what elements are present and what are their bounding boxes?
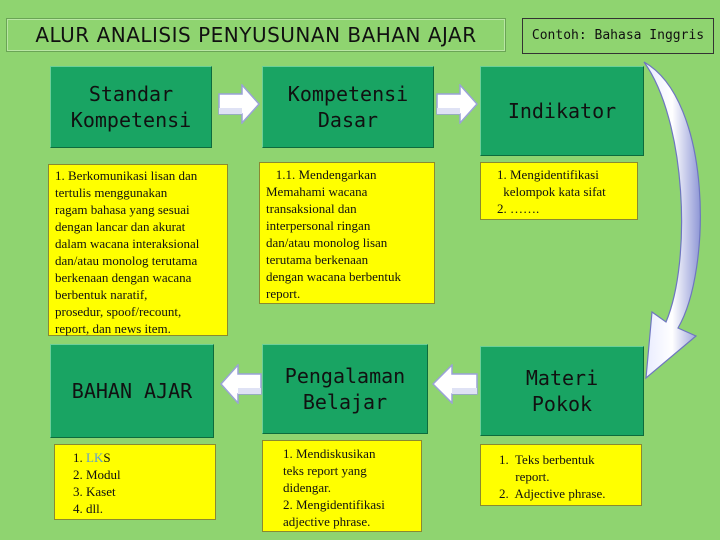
arrow-left-icon [220, 364, 262, 404]
kd-line-6: terutama berkenaan [266, 252, 369, 267]
sk-line-7: berkenaan dengan wacana [55, 270, 192, 285]
bahan-ajar-item1-highlight: LK [86, 450, 104, 465]
sk-line-3: ragam bahasa yang sesuai [55, 202, 190, 217]
bahan-ajar-heading: BAHAN AJAR [71, 379, 193, 403]
kd-content-box [259, 162, 435, 304]
kd-line-3: transaksional dan [266, 201, 357, 216]
kd-line-7: dengan wacana berbentuk [266, 269, 401, 284]
example-label: Contoh: Bahasa Inggris [522, 18, 714, 54]
bahan-ajar-heading-box [50, 344, 214, 438]
arrow-right-icon [218, 84, 260, 124]
pengalaman-line-3: didengar. [283, 480, 332, 495]
kd-line-5: dan/atau monolog lisan [266, 235, 388, 250]
indikator-line-1: 1. Mengidentifikasi [497, 167, 599, 182]
pengalaman-heading-line-1: Pengalaman [284, 364, 406, 388]
sk-heading-box [50, 66, 212, 148]
bahan-ajar-line-4: 4. dll. [73, 501, 103, 516]
sk-line-4: dengan lancar dan akurat [55, 219, 186, 234]
indikator-heading: Indikator [507, 99, 617, 123]
sk-line-10: report, dan news item. [55, 321, 171, 336]
kd-heading-line-2: Dasar [317, 108, 379, 132]
arrow-right-icon [436, 84, 478, 124]
sk-heading-line-1: Standar [88, 82, 174, 106]
sk-content-box [48, 164, 228, 336]
sk-line-2: tertulis menggunakan [55, 185, 168, 200]
pengalaman-line-4: 2. Mengidentifikasi [283, 497, 385, 512]
sk-line-9: prosedur, spoof/recount, [55, 304, 182, 319]
materi-line-1: 1. Teks berbentuk [499, 452, 595, 467]
sk-heading-line-2: Kompetensi [70, 108, 192, 132]
bahan-ajar-item1-num: 1. [73, 450, 83, 465]
sk-line-8: berbentuk naratif, [55, 287, 148, 302]
pengalaman-line-5: adjective phrase. [283, 514, 371, 529]
materi-line-3: 2. Adjective phrase. [499, 486, 606, 501]
diagram-title: ALUR ANALISIS PENYUSUNAN BAHAN AJAR [6, 18, 506, 52]
kd-line-1: 1.1. Mendengarkan [266, 167, 377, 182]
pengalaman-heading-box [262, 344, 428, 434]
materi-line-2: report. [499, 469, 550, 484]
kd-line-2: Memahami wacana [266, 184, 368, 199]
bahan-ajar-content-box [54, 444, 216, 520]
sk-line-6: dan/atau monolog terutama [55, 253, 198, 268]
kd-heading-box [262, 66, 434, 148]
curved-arrow-icon [600, 60, 718, 400]
sk-line-5: dalam wacana interaksional [55, 236, 200, 251]
bahan-ajar-line-3: 3. Kaset [73, 484, 116, 499]
bahan-ajar-item1-rest: S [103, 450, 111, 465]
materi-content-box [480, 444, 642, 506]
kd-line-8: report. [266, 286, 301, 301]
pengalaman-line-2: teks report yang [283, 463, 367, 478]
kd-heading-line-1: Kompetensi [287, 82, 409, 106]
indikator-line-3: 2. ……. [497, 201, 540, 216]
kd-line-4: interpersonal ringan [266, 218, 371, 233]
sk-line-1: 1. Berkomunikasi lisan dan [55, 168, 198, 183]
pengalaman-line-1: 1. Mendiskusikan [283, 446, 376, 461]
bahan-ajar-line-2: 2. Modul [73, 467, 121, 482]
arrow-left-icon [432, 364, 478, 404]
pengalaman-heading-line-2: Belajar [302, 390, 388, 414]
materi-heading-line-2: Pokok [531, 392, 593, 416]
bahan-ajar-line-1 [73, 449, 209, 466]
materi-heading-line-1: Materi [525, 366, 599, 390]
pengalaman-content-box [262, 440, 422, 532]
indikator-line-2: kelompok kata sifat [487, 184, 606, 199]
